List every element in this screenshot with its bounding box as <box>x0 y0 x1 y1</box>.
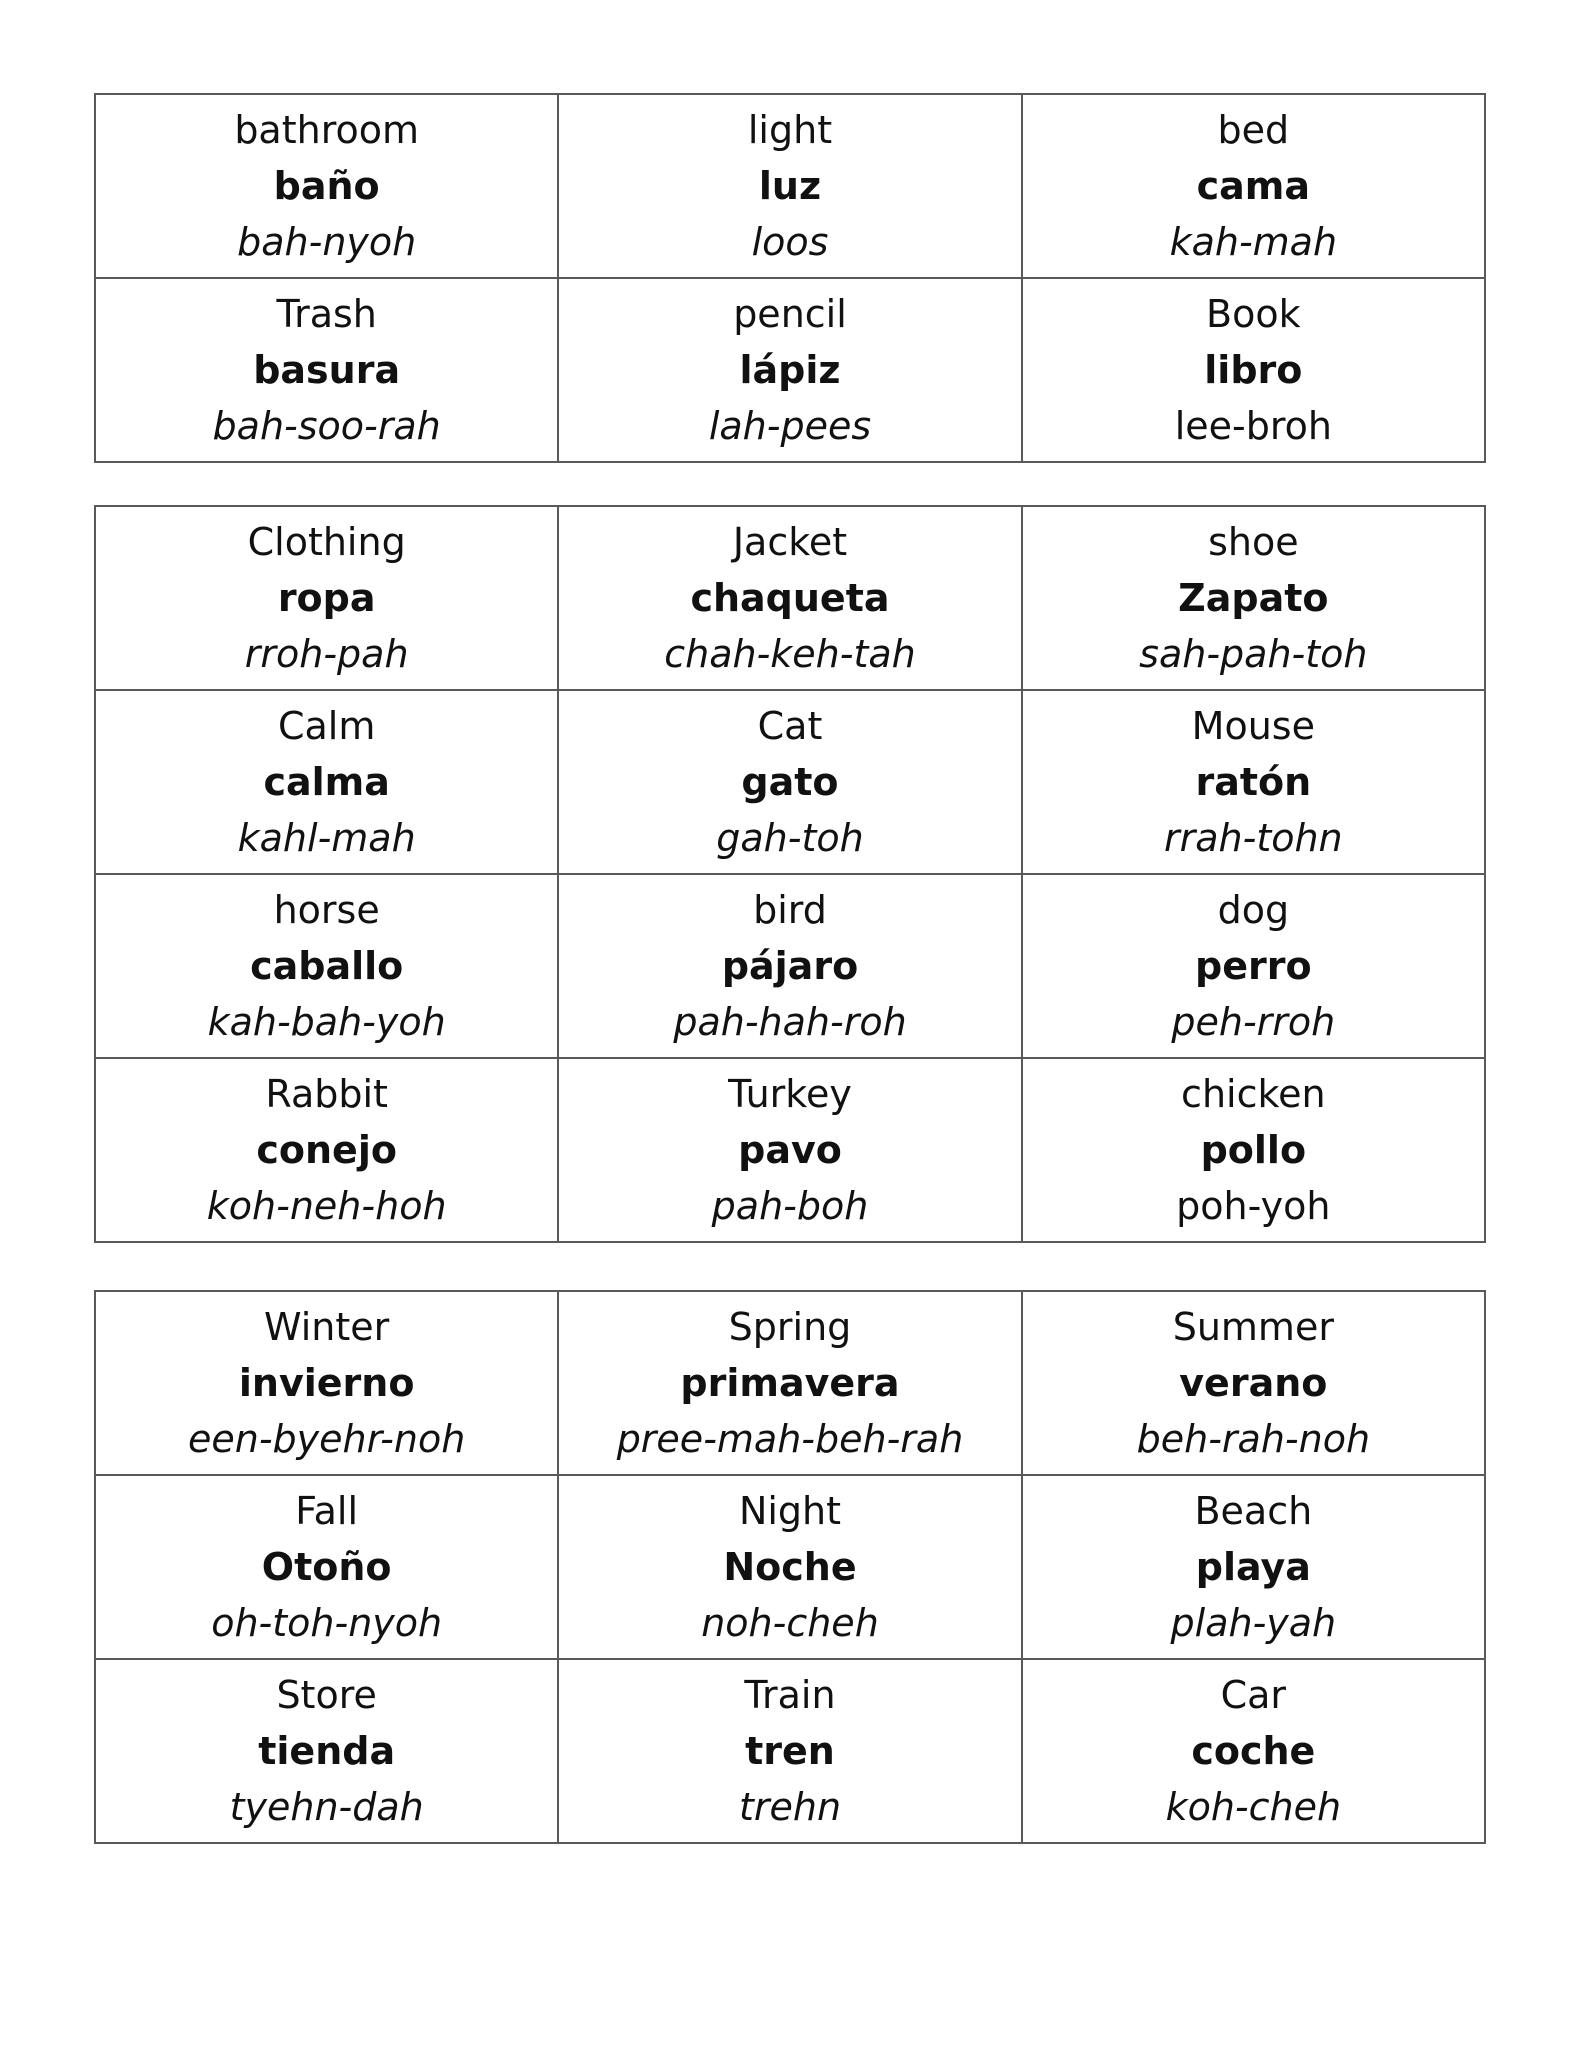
vocab-card <box>558 690 1021 874</box>
vocab-card <box>1022 1659 1485 1843</box>
english-word: Jacket <box>732 520 848 564</box>
vocab-card <box>558 94 1021 278</box>
pronunciation: poh-yoh <box>1176 1184 1331 1228</box>
spanish-word: verano <box>1179 1361 1328 1405</box>
english-word: Turkey <box>728 1072 852 1116</box>
vocab-card <box>95 1291 558 1475</box>
vocab-card <box>95 1659 558 1843</box>
vocab-table-seasons-places <box>94 1290 1486 1844</box>
vocab-card <box>558 1058 1021 1242</box>
english-word: pencil <box>733 292 847 336</box>
table-row <box>95 1659 1485 1843</box>
english-word: Mouse <box>1191 704 1315 748</box>
vocab-table-household <box>94 93 1486 463</box>
table-row <box>95 278 1485 462</box>
vocab-card <box>95 1058 558 1242</box>
english-word: Train <box>744 1673 836 1717</box>
spanish-word: basura <box>253 348 401 392</box>
spanish-word: caballo <box>250 944 404 988</box>
vocab-card <box>95 94 558 278</box>
vocab-card <box>558 874 1021 1058</box>
pronunciation: koh-neh-hoh <box>206 1184 447 1228</box>
english-word: bed <box>1217 108 1290 152</box>
pronunciation: rrah-tohn <box>1164 816 1343 860</box>
pronunciation: lah-pees <box>708 404 872 448</box>
spanish-word: pavo <box>738 1128 842 1172</box>
vocab-card <box>558 278 1021 462</box>
vocab-card <box>1022 94 1485 278</box>
vocab-card <box>95 690 558 874</box>
pronunciation: pah-boh <box>711 1184 869 1228</box>
english-word: Clothing <box>247 520 406 564</box>
vocab-card <box>1022 1058 1485 1242</box>
english-word: Cat <box>757 704 823 748</box>
pronunciation: trehn <box>738 1785 842 1829</box>
pronunciation: sah-pah-toh <box>1139 632 1368 676</box>
pronunciation: lee-broh <box>1174 404 1332 448</box>
pronunciation: chah-keh-tah <box>664 632 916 676</box>
english-word: Spring <box>728 1305 852 1349</box>
english-word: light <box>747 108 833 152</box>
spanish-word: tienda <box>258 1729 396 1773</box>
vocab-card <box>1022 690 1485 874</box>
pronunciation: oh-toh-nyoh <box>211 1601 443 1645</box>
spanish-word: lápiz <box>739 348 841 392</box>
spanish-word: primavera <box>680 1361 900 1405</box>
english-word: Calm <box>277 704 376 748</box>
vocab-card <box>95 506 558 690</box>
english-word: shoe <box>1208 520 1299 564</box>
vocab-card <box>558 1475 1021 1659</box>
spanish-word: cama <box>1196 164 1311 208</box>
english-word: Book <box>1206 292 1301 336</box>
pronunciation: pah-hah-roh <box>673 1000 907 1044</box>
table-row <box>95 690 1485 874</box>
english-word: Beach <box>1194 1489 1313 1533</box>
pronunciation: noh-cheh <box>701 1601 879 1645</box>
table-row <box>95 1475 1485 1659</box>
table-row <box>95 506 1485 690</box>
english-word: Rabbit <box>265 1072 388 1116</box>
table-row <box>95 874 1485 1058</box>
vocab-card <box>1022 278 1485 462</box>
english-word: Car <box>1220 1673 1287 1717</box>
pronunciation: rroh-pah <box>244 632 409 676</box>
vocab-card <box>1022 874 1485 1058</box>
spanish-word: libro <box>1204 348 1303 392</box>
pronunciation: bah-soo-rah <box>212 404 441 448</box>
spanish-word: Zapato <box>1178 576 1329 620</box>
pronunciation: koh-cheh <box>1165 1785 1342 1829</box>
spanish-word: gato <box>741 760 839 804</box>
vocab-card <box>95 278 558 462</box>
spanish-word: playa <box>1195 1545 1311 1589</box>
pronunciation: bah-nyoh <box>237 220 417 264</box>
english-word: Fall <box>295 1489 359 1533</box>
english-word: bathroom <box>234 108 420 152</box>
pronunciation: kahl-mah <box>237 816 416 860</box>
english-word: dog <box>1217 888 1290 932</box>
english-word: chicken <box>1181 1072 1326 1116</box>
vocab-card <box>558 1291 1021 1475</box>
pronunciation: tyehn-dah <box>229 1785 424 1829</box>
vocab-table-clothing-animals <box>94 505 1486 1243</box>
english-word: horse <box>273 888 380 932</box>
spanish-word: invierno <box>238 1361 415 1405</box>
spanish-word: tren <box>745 1729 835 1773</box>
english-word: Summer <box>1172 1305 1334 1349</box>
table-row <box>95 1058 1485 1242</box>
english-word: Night <box>738 1489 842 1533</box>
pronunciation: gah-toh <box>716 816 864 860</box>
vocab-card <box>95 1475 558 1659</box>
vocab-card <box>1022 506 1485 690</box>
vocab-card <box>558 506 1021 690</box>
pronunciation: een-byehr-noh <box>188 1417 466 1461</box>
vocab-card <box>95 874 558 1058</box>
table-row <box>95 1291 1485 1475</box>
pronunciation: plah-yah <box>1170 1601 1337 1645</box>
spanish-word: calma <box>263 760 390 804</box>
pronunciation: pree-mah-beh-rah <box>616 1417 964 1461</box>
spanish-word: chaqueta <box>690 576 890 620</box>
pronunciation: peh-rroh <box>1171 1000 1336 1044</box>
vocab-card <box>1022 1475 1485 1659</box>
english-word: Winter <box>264 1305 390 1349</box>
spanish-word: perro <box>1195 944 1312 988</box>
english-word: Trash <box>276 292 377 336</box>
spanish-word: baño <box>273 164 380 208</box>
vocab-card <box>558 1659 1021 1843</box>
spanish-word: coche <box>1191 1729 1316 1773</box>
pronunciation: kah-bah-yoh <box>207 1000 446 1044</box>
english-word: Store <box>276 1673 377 1717</box>
table-row <box>95 94 1485 278</box>
english-word: bird <box>753 888 827 932</box>
pronunciation: kah-mah <box>1169 220 1338 264</box>
spanish-word: ropa <box>277 576 376 620</box>
spanish-word: Noche <box>723 1545 857 1589</box>
pronunciation: loos <box>751 220 829 264</box>
spanish-word: luz <box>758 164 822 208</box>
spanish-word: pájaro <box>721 944 859 988</box>
pronunciation: beh-rah-noh <box>1136 1417 1371 1461</box>
spanish-word: conejo <box>256 1128 397 1172</box>
spanish-word: Otoño <box>261 1545 392 1589</box>
spanish-word: ratón <box>1195 760 1312 804</box>
vocab-card <box>1022 1291 1485 1475</box>
spanish-word: pollo <box>1200 1128 1307 1172</box>
